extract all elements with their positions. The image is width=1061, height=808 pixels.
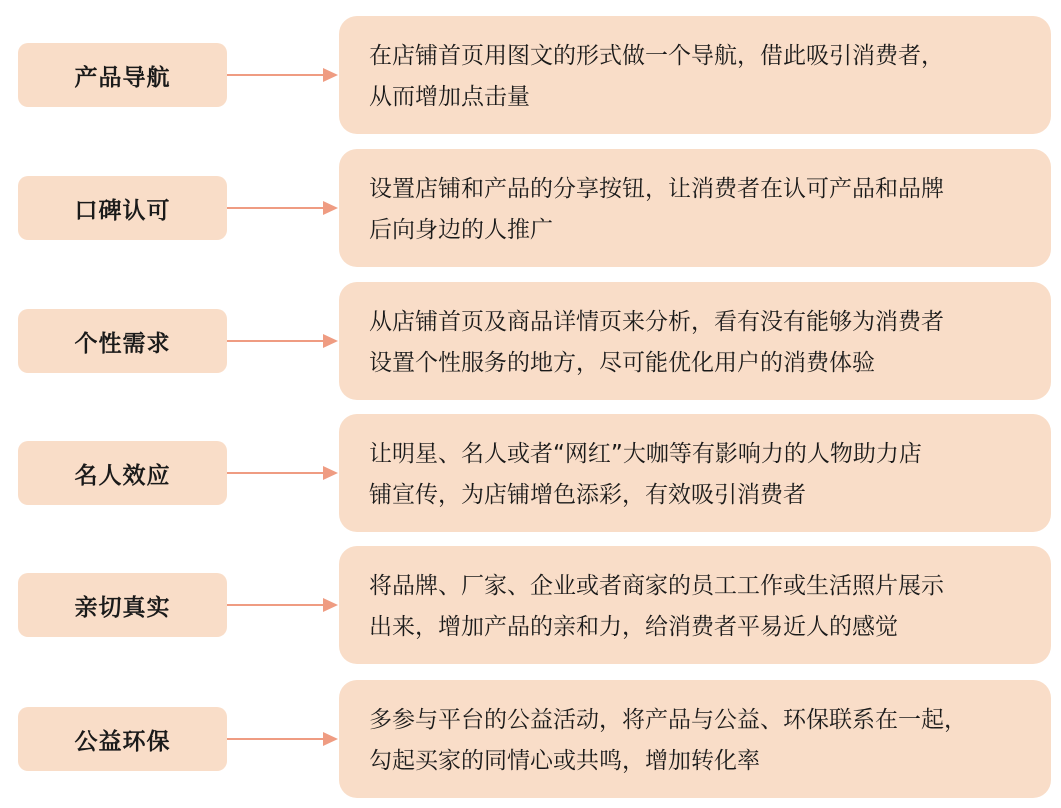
description-line: 后向身边的人推广 (369, 217, 553, 243)
arrow-icon (227, 463, 339, 483)
description-box (339, 680, 1051, 798)
description-line: 将品牌、厂家、企业或者商家的员工工作或生活照片展示 (369, 573, 944, 599)
description-line: 多参与平台的公益活动，将产品与公益、环保联系在一起， (369, 707, 967, 733)
category-label: 亲切真实 (18, 573, 227, 637)
description-line: 出来，增加产品的亲和力，给消费者平易近人的感觉 (369, 614, 898, 640)
description-line: 从而增加点击量 (369, 84, 530, 110)
arrow-icon (227, 729, 339, 749)
description-line: 设置个性服务的地方，尽可能优化用户的消费体验 (369, 350, 875, 376)
row-word-of-mouth (0, 149, 1061, 267)
description-line: 铺宣传，为店铺增色添彩，有效吸引消费者 (369, 482, 806, 508)
description-box (339, 16, 1051, 134)
category-label: 口碑认可 (18, 176, 227, 240)
description-box (339, 546, 1051, 664)
arrow-icon (227, 595, 339, 615)
description-box (339, 149, 1051, 267)
row-celebrity-effect (0, 414, 1061, 532)
arrow-icon (227, 198, 339, 218)
category-label: 产品导航 (18, 43, 227, 107)
arrow-icon (227, 65, 339, 85)
category-label: 公益环保 (18, 707, 227, 771)
row-product-navigation (0, 16, 1061, 134)
row-friendly-authentic (0, 546, 1061, 664)
arrow-icon (227, 331, 339, 351)
description-line: 设置店铺和产品的分享按钮，让消费者在认可产品和品牌 (369, 176, 944, 202)
category-label: 个性需求 (18, 309, 227, 373)
description-box (339, 414, 1051, 532)
description-line: 从店铺首页及商品详情页来分析，看有没有能够为消费者 (369, 309, 944, 335)
category-label: 名人效应 (18, 441, 227, 505)
description-line: 让明星、名人或者“网红”大咖等有影响力的人物助力店 (369, 441, 922, 467)
description-box (339, 282, 1051, 400)
description-line: 在店铺首页用图文的形式做一个导航，借此吸引消费者， (369, 43, 944, 69)
description-line: 勾起买家的同情心或共鸣，增加转化率 (369, 748, 760, 774)
row-personalized-needs (0, 282, 1061, 400)
row-public-welfare (0, 680, 1061, 798)
